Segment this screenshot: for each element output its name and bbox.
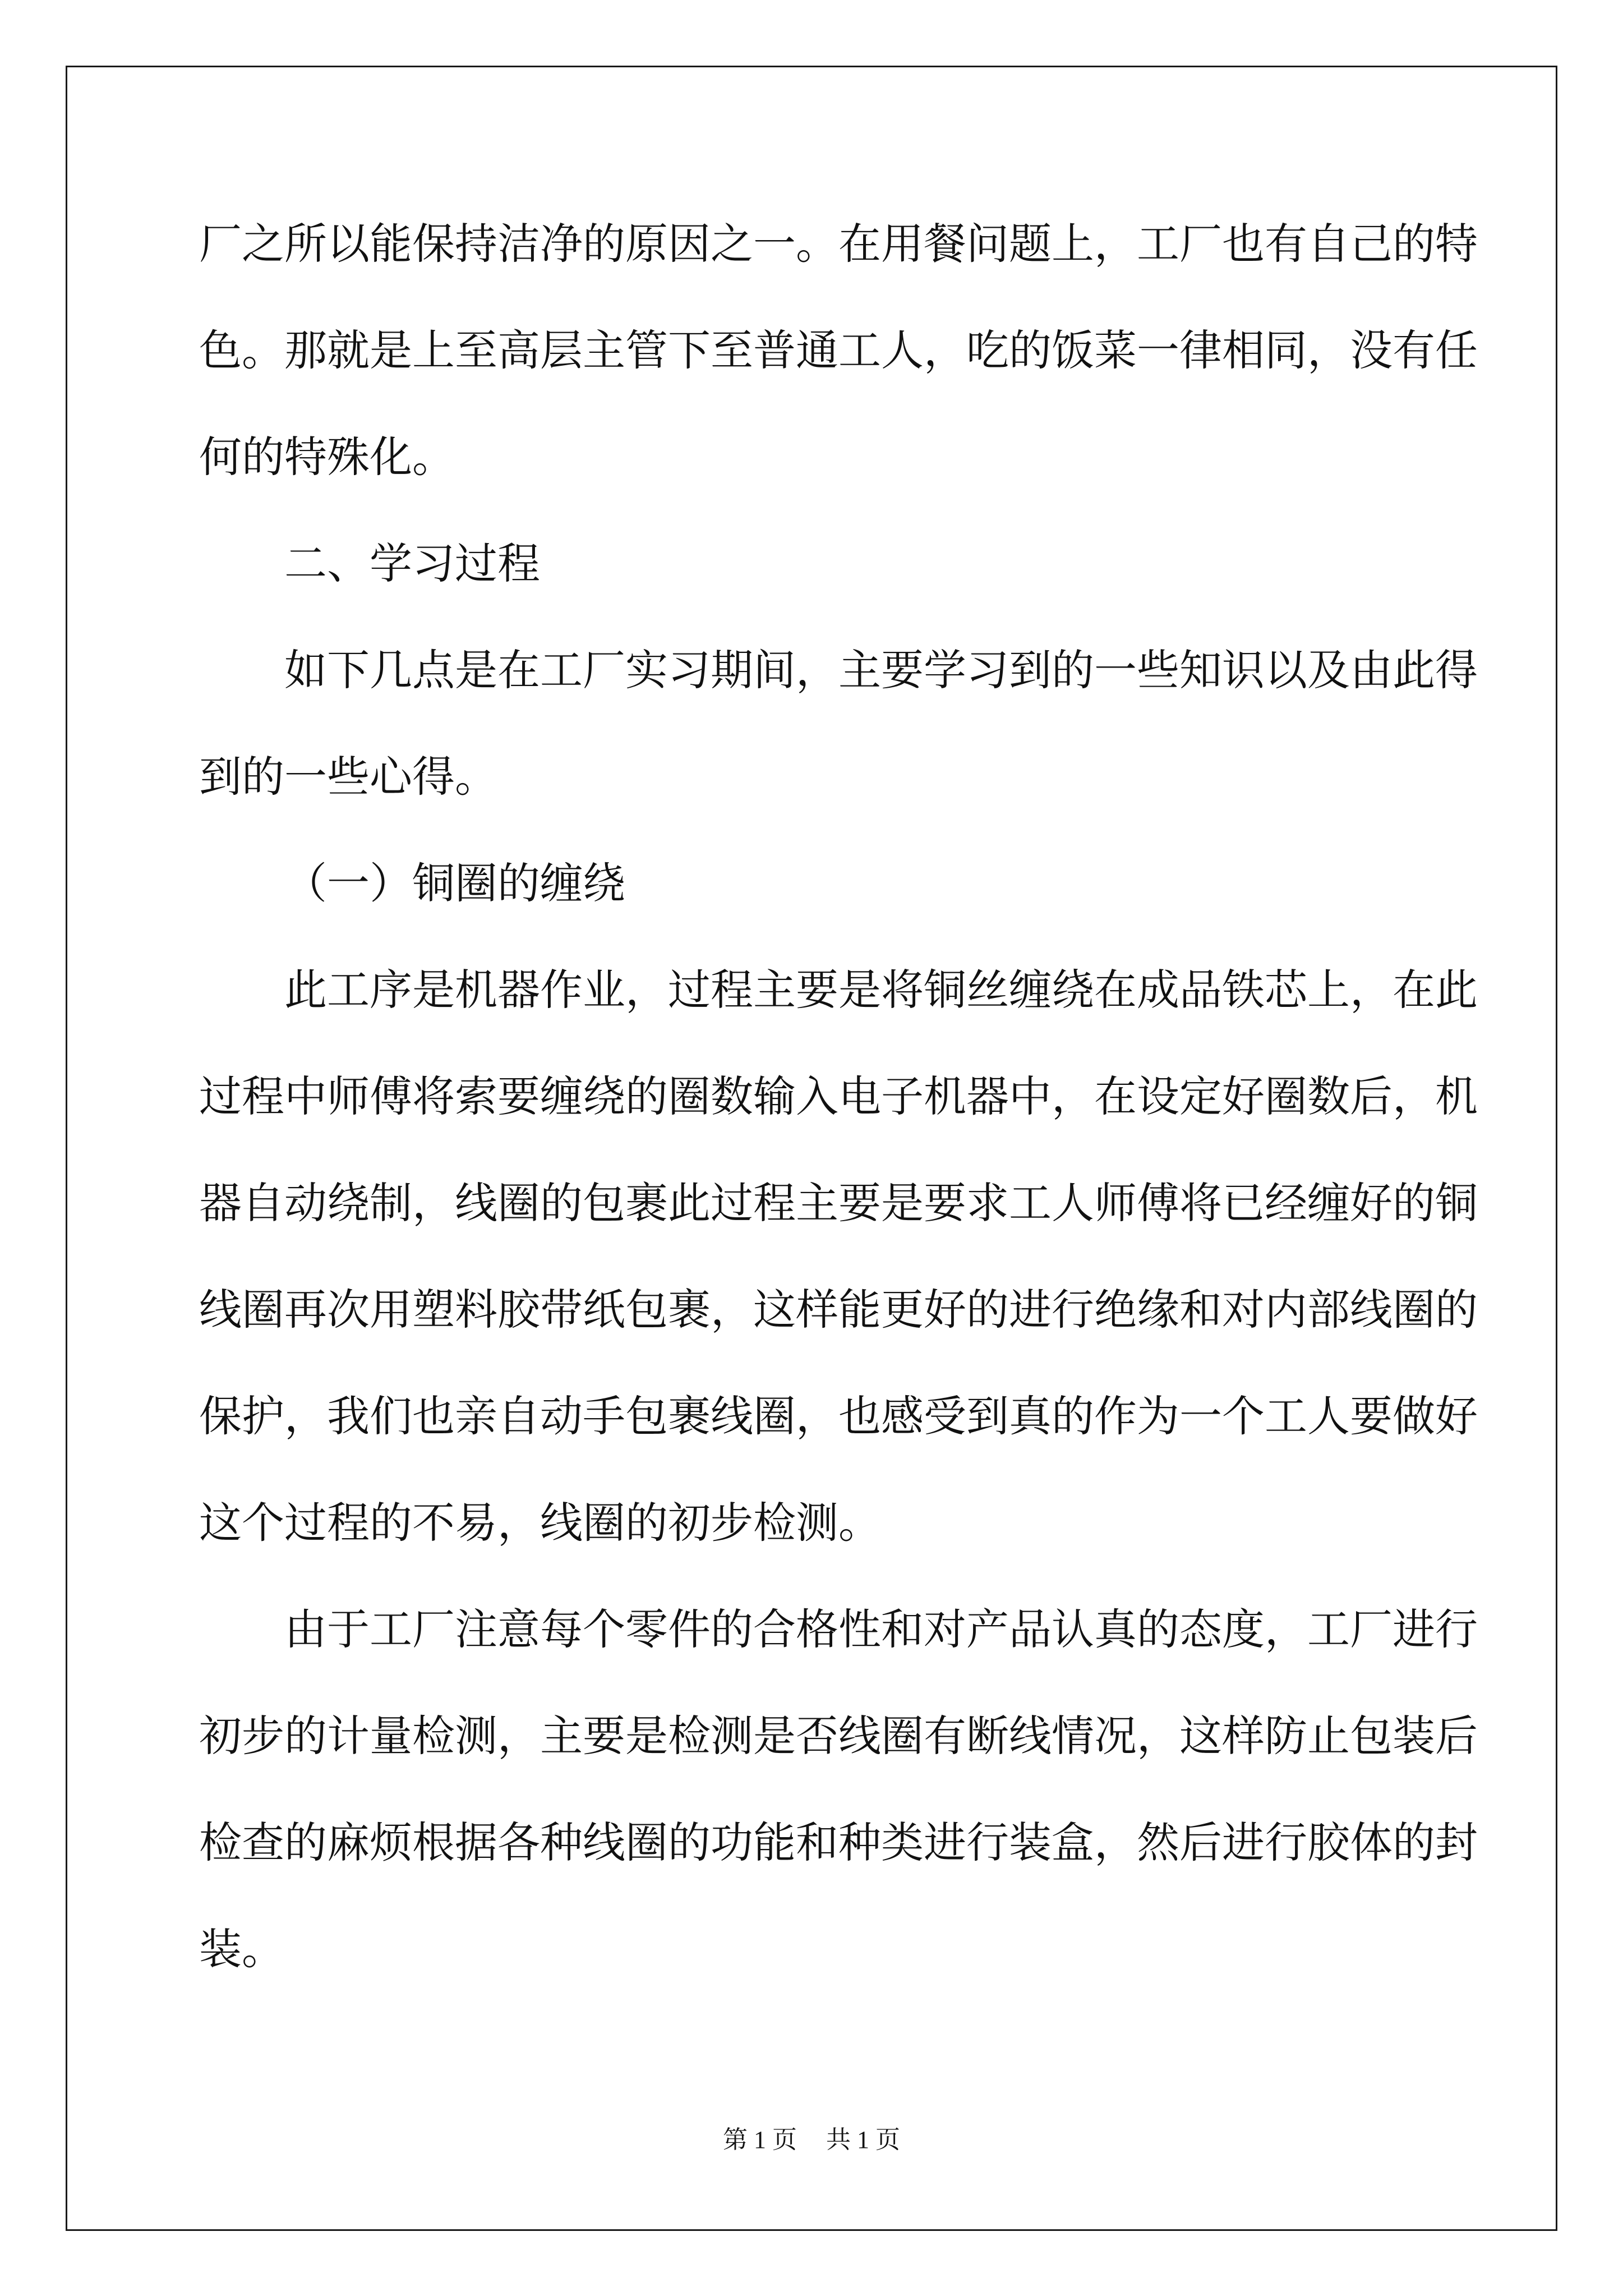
document-body (199, 191, 1478, 2003)
paragraph-line: 此工序是机器作业，过程主要是将铜丝缠绕在成品铁芯上，在此 (284, 965, 1478, 1015)
paragraph-line: 过程中师傅将索要缠绕的圈数输入电子机器中，在设定好圈数后，机 (199, 1071, 1478, 1121)
paragraph-line: 保护，我们也亲自动手包裹线圈，也感受到真的作为一个工人要做好 (199, 1391, 1478, 1441)
page-number-current: 第 1 页 (723, 2126, 797, 2154)
paragraph-line: 这个过程的不易，线圈的初步检测。 (199, 1498, 881, 1548)
paragraph-line: 器自动绕制，线圈的包裹此过程主要是要求工人师傅将已经缠好的铜 (199, 1178, 1478, 1228)
section-heading: 二、学习过程 (284, 539, 540, 588)
paragraph-line: 检查的麻烦根据各种线圈的功能和种类进行装盒，然后进行胶体的封 (199, 1818, 1478, 1867)
page-footer (0, 2123, 1623, 2157)
paragraph-line: 由于工厂注意每个零件的合格性和对产品认真的态度，工厂进行 (284, 1604, 1478, 1654)
paragraph-line: 到的一些心得。 (199, 752, 497, 802)
paragraph-line: 何的特殊化。 (199, 432, 455, 482)
paragraph-line: 色。那就是上至高层主管下至普通工人，吃的饭菜一律相同，没有任 (199, 325, 1478, 375)
subsection-heading: （一）铜圈的缠绕 (284, 858, 625, 908)
paragraph-line: 线圈再次用塑料胶带纸包裹，这样能更好的进行绝缘和对内部线圈的 (199, 1285, 1478, 1335)
page-number-total: 共 1 页 (826, 2126, 900, 2154)
paragraph-line: 装。 (199, 1924, 284, 1974)
paragraph-line: 厂之所以能保持洁净的原因之一。在用餐问题上，工厂也有自己的特 (199, 219, 1478, 269)
paragraph-line: 初步的计量检测，主要是检测是否线圈有断线情况，这样防止包装后 (199, 1711, 1478, 1761)
paragraph-line: 如下几点是在工厂实习期间，主要学习到的一些知识以及由此得 (284, 645, 1478, 695)
